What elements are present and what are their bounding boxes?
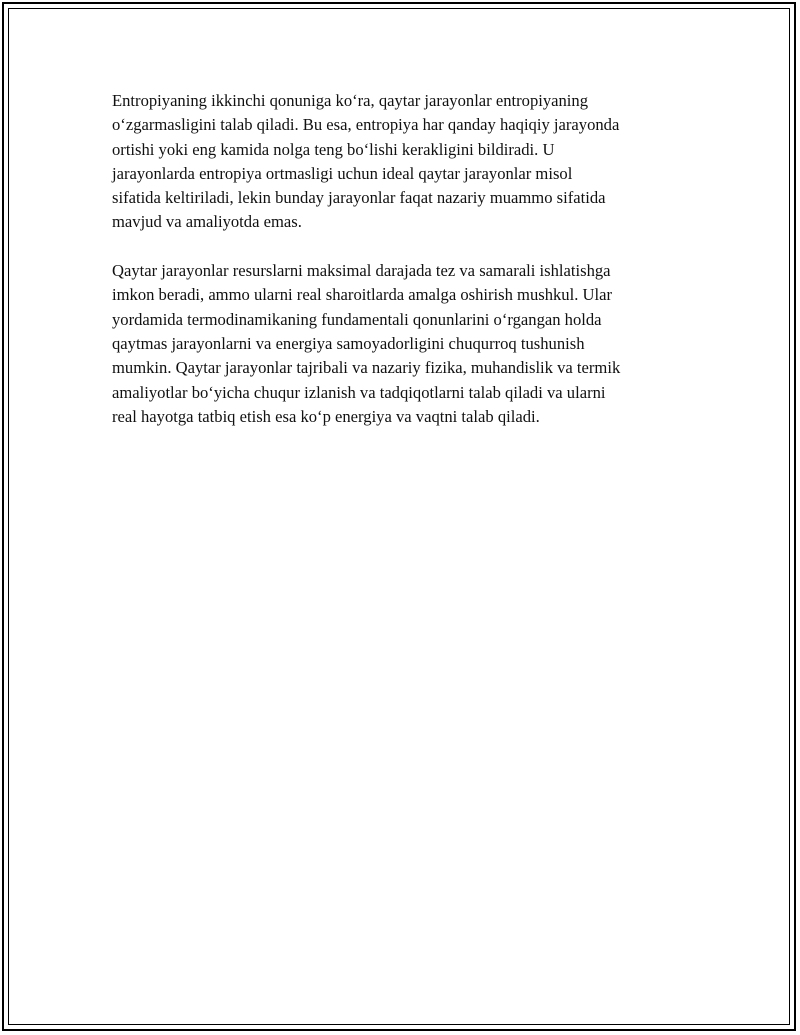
document-body [112, 89, 682, 453]
paragraph-2: Qaytar jarayonlar resurslarni maksimal darajada tez va samarali ishlatishga imkon beradi, ammo ularni real sharoitlarda amalga oshirish mushkul. Ular yordamida termodinamikaning fundamentali qonunlarini o‘rgangan holda qaytmas jarayonlarni va energiya samoyadorligini chuqurroq tushunish mumkin. Qaytar jarayonlar tajribali va nazariy fizika, muhandislik va termik amaliyotlar bo‘yicha chuqur izlanish va tadqiqotlarni talab qiladi va ularni real hayotga tatbiq etish esa ko‘p energiya va vaqtni talab qiladi. [112, 261, 621, 426]
paragraph-1: Entropiyaning ikkinchi qonuniga ko‘ra, qaytar jarayonlar entropiyaning o‘zgarmasligini talab qiladi. Bu esa, entropiya har qanday haqiqiy jarayonda ortishi yoki eng kamida nolga teng bo‘lishi kerakligini bildiradi. U jarayonlarda entropiya ortmasligi uchun ideal qaytar jarayonlar misol sifatida keltiriladi, lekin bunday jarayonlar faqat nazariy muammo sifatida mavjud va amaliyotda emas. [112, 91, 620, 232]
